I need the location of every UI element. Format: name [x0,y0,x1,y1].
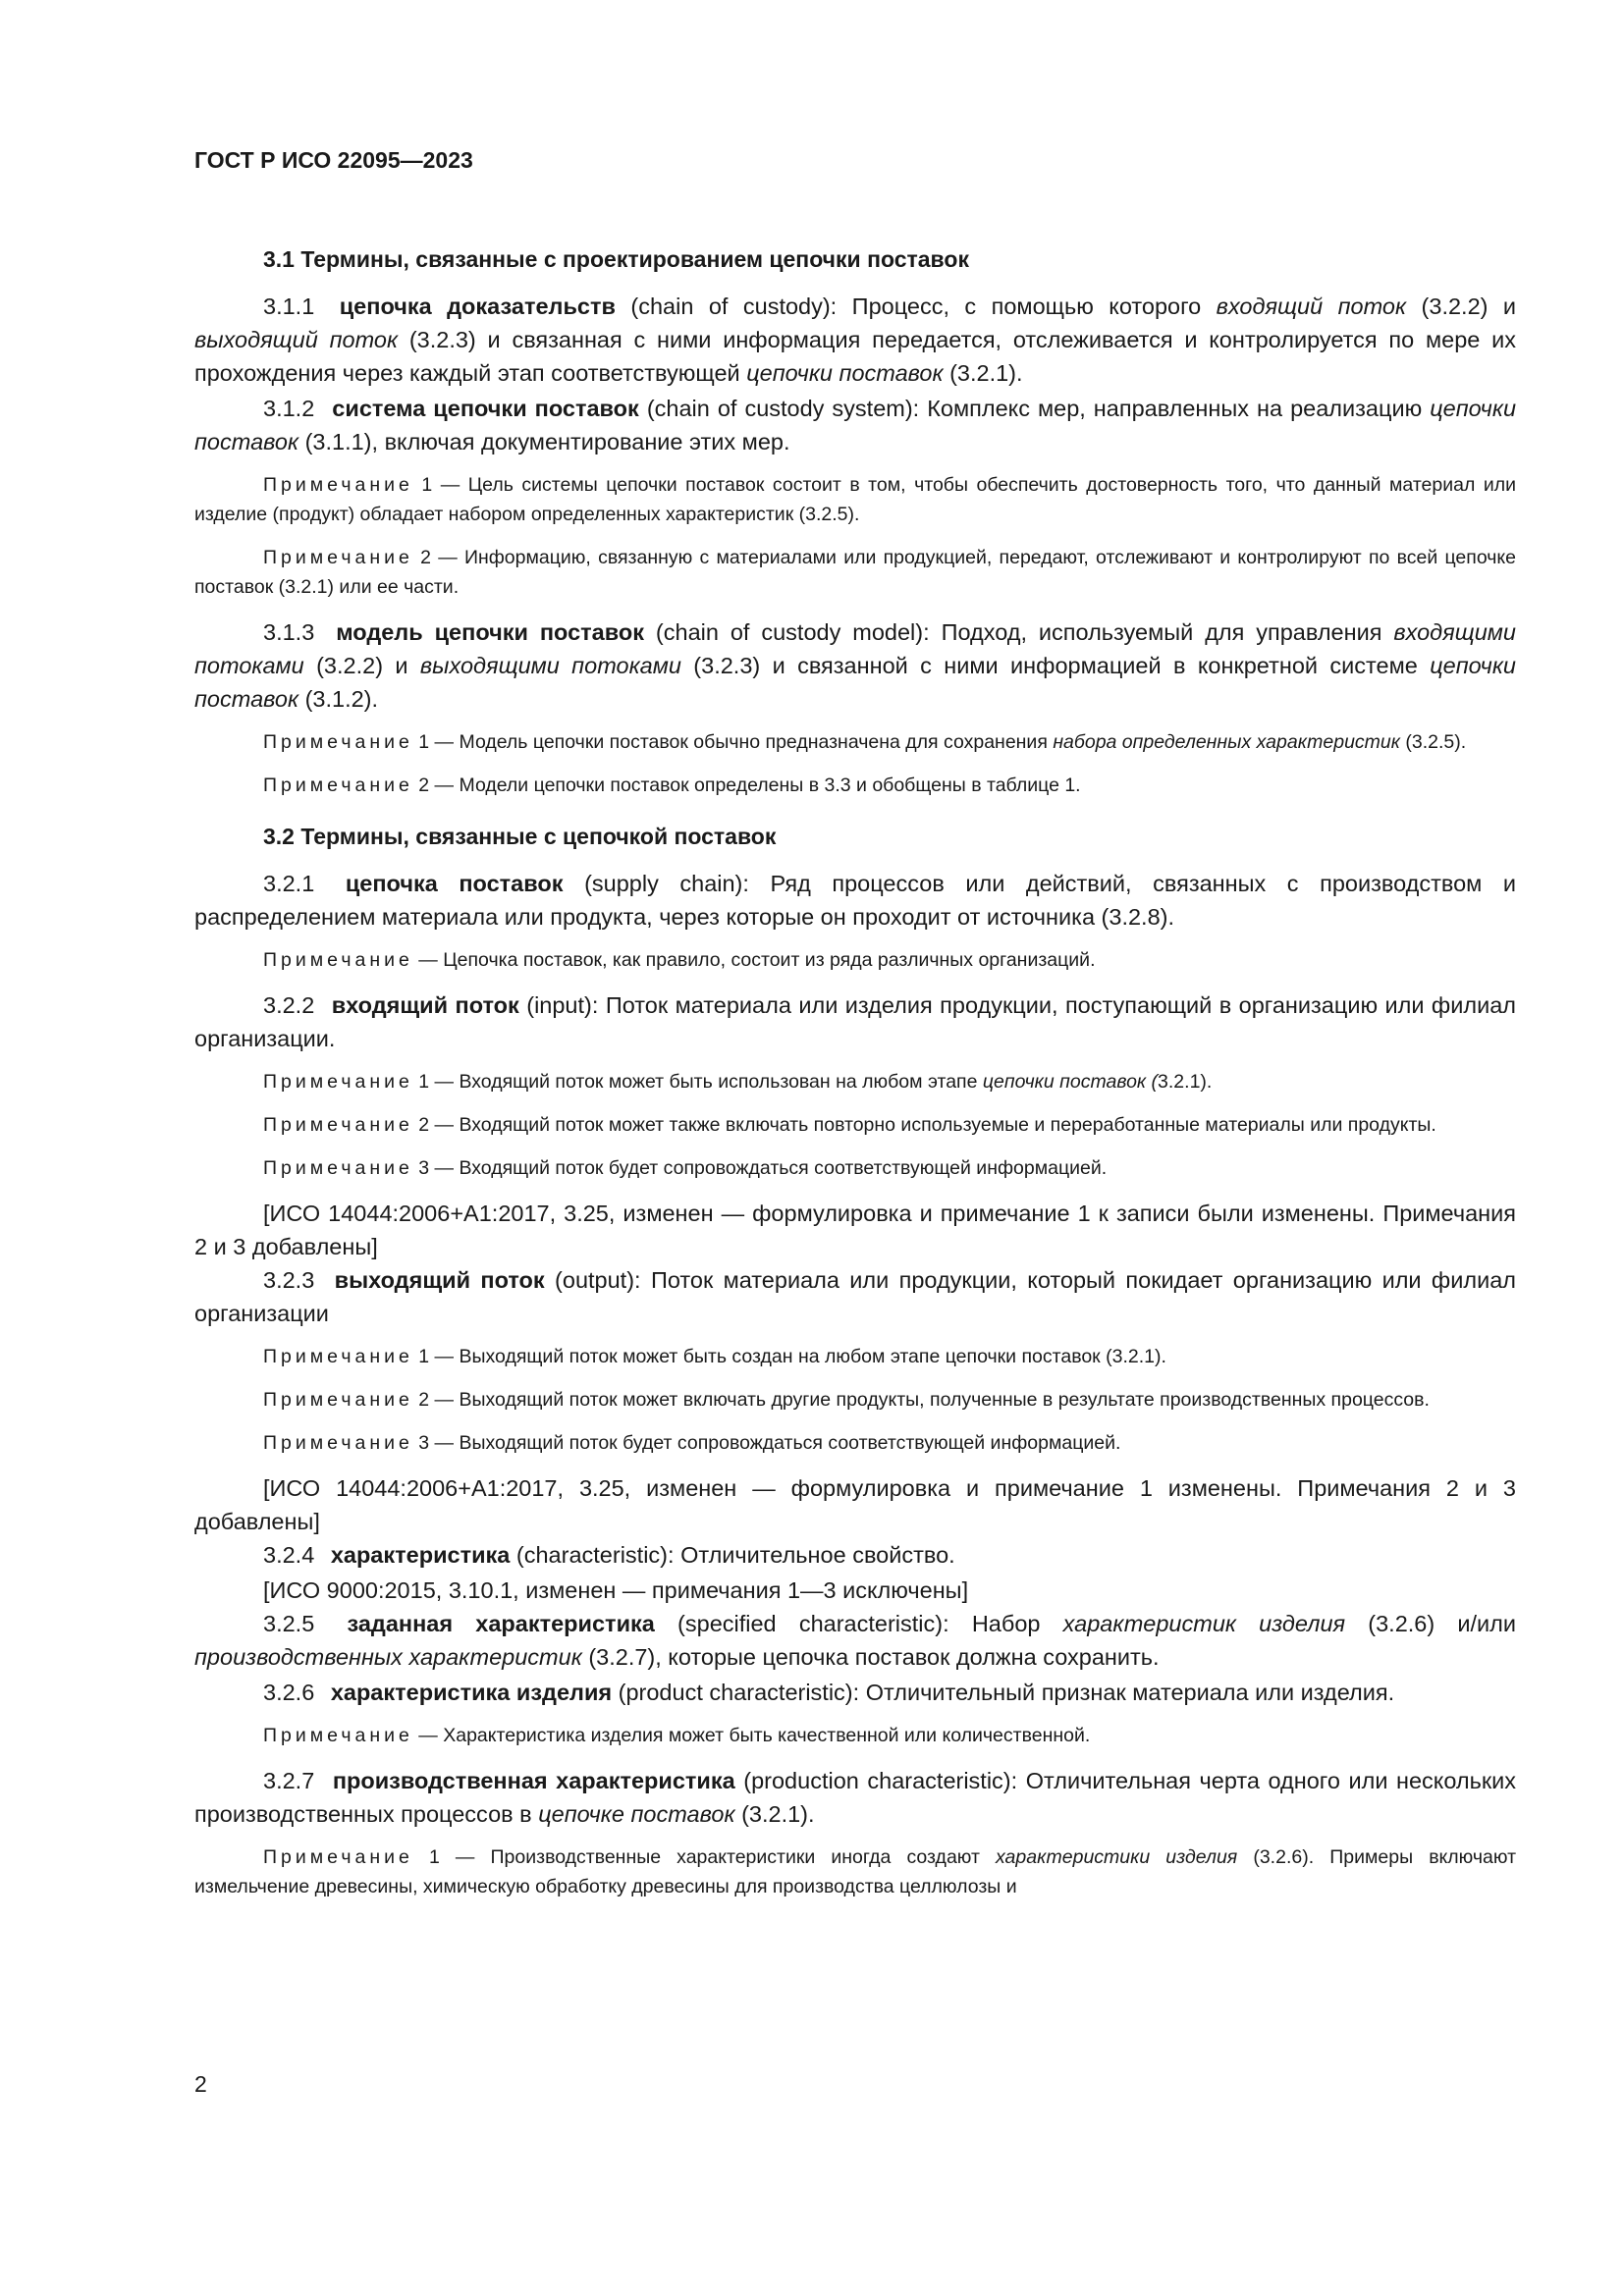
reference-3-2-4: [ИСО 9000:2015, 3.10.1, изменен — примечания 1—3 исключены] [263,1577,969,1603]
term-3-2-1: 3.2.1 цепочка поставок (supply chain): Ряд процессов или действий, связанных с производством и распределением материала или продукта, через которые он проходит от источника (3.2.8). [194,871,1517,930]
note-3-1-2-2: Примечание 2 — Информацию, связанную с материалами или продукцией, передают, отслеживают и контролируют по всей цепочке поставок (3.2.1) или ее части. [194,547,1516,598]
note-3-2-3-1: Примечание 1 — Выходящий поток может быть создан на любом этапе цепочки поставок (3.2.1). [263,1346,1166,1367]
section-heading-3-2: 3.2 Термины, связанные с цепочкой поставок [263,824,777,849]
note-3-2-1: Примечание — Цепочка поставок, как правило, состоит из ряда различных организаций. [263,949,1096,971]
term-3-1-3: 3.1.3 модель цепочки поставок (chain of custody model): Подход, используемый для управления входящими потоками (3.2.2) и выходящими потоками (3.2.3) и связанной с ними информацией в конкретной системе цепочки поставок (3.1.2). [194,619,1516,712]
note-3-2-6: Примечание — Характеристика изделия может быть качественной или количественной. [263,1725,1091,1746]
term-3-2-5: 3.2.5 заданная характеристика (specified characteristic): Набор характеристик изделия (3.2.6) и/или производственных характеристик (3.2.7), которые цепочка поставок должна сохранить. [194,1611,1517,1670]
document-page [194,147,1516,1915]
note-3-2-7-1: Примечание 1 — Производственные характеристики иногда создают характеристики изделия (3.2.6). Примеры включают измельчение древесины, химическую обработку древесины для производства целлюлозы и [194,1846,1517,1897]
note-3-2-3-2: Примечание 2 — Выходящий поток может включать другие продукты, полученные в результате производственных процессов. [263,1389,1430,1411]
note-3-1-3-1: Примечание 1 — Модель цепочки поставок обычно предназначена для сохранения набора определенных характеристик (3.2.5). [263,731,1467,753]
note-3-2-3-3: Примечание 3 — Выходящий поток будет сопровождаться соответствующей информацией. [263,1432,1121,1454]
section-heading-3-1: 3.1 Термины, связанные с проектированием цепочки поставок [263,246,969,272]
term-3-2-7: 3.2.7 производственная характеристика (production characteristic): Отличительная черта одного или нескольких производственных процессов в цепочке поставок (3.2.1). [194,1768,1516,1827]
term-3-2-2: 3.2.2 входящий поток (input): Поток материала или изделия продукции, поступающий в организацию или филиал организации. [194,992,1517,1051]
term-3-1-2: 3.1.2 система цепочки поставок (chain of custody system): Комплекс мер, направленных на реализацию цепочки поставок (3.1.1), включая документирование этих мер. [194,396,1517,454]
document-header: ГОСТ Р ИСО 22095—2023 [194,147,473,173]
term-3-1-1: 3.1.1 цепочка доказательств (chain of custody): Процесс, с помощью которого входящий поток (3.2.2) и выходящий поток (3.2.3) и связанная с ними информация передается, отслеживается и контролируется по мере их прохождения через каждый этап соответствующей цепочки поставок (3.2.1). [194,294,1517,386]
reference-3-2-3: [ИСО 14044:2006+А1:2017, 3.25, изменен — формулировка и примечание 1 изменены. Примечания 2 и 3 добавлены] [194,1475,1516,1534]
term-3-2-3: 3.2.3 выходящий поток (output): Поток материала или продукции, который покидает организацию или филиал организации [194,1267,1516,1326]
note-3-2-2-3: Примечание 3 — Входящий поток будет сопровождаться соответствующей информацией. [263,1157,1108,1179]
term-3-2-6: 3.2.6 характеристика изделия (product characteristic): Отличительный признак материала или изделия. [263,1680,1395,1705]
note-3-1-3-2: Примечание 2 — Модели цепочки поставок определены в 3.3 и обобщены в таблице 1. [263,774,1081,796]
note-3-1-2-1: Примечание 1 — Цель системы цепочки поставок состоит в том, чтобы обеспечить достоверность того, что данный материал или изделие (продукт) обладает набором определенных характеристик (3.2.5). [194,474,1516,525]
term-3-2-4: 3.2.4 характеристика (characteristic): Отличительное свойство. [263,1542,955,1568]
note-3-2-2-2: Примечание 2 — Входящий поток может также включать повторно используемые и переработанные материалы или продукты. [263,1114,1436,1136]
reference-3-2-2: [ИСО 14044:2006+А1:2017, 3.25, изменен — формулировка и примечание 1 к записи были изменены. Примечания 2 и 3 добавлены] [194,1201,1516,1259]
page-number: 2 [194,2071,207,2097]
note-3-2-2-1: Примечание 1 — Входящий поток может быть использован на любом этапе цепочки поставок (3.2.1). [263,1071,1213,1093]
